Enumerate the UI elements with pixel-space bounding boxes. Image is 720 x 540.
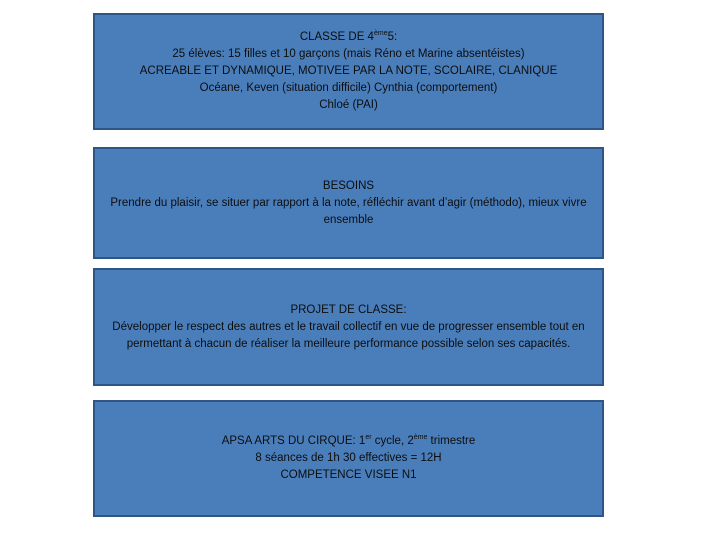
class-project-text: Développer le respect des autres et le travail collectif en vue de progresser ensemble tout en permettant à chacun de réaliser la meilleure performance possible selon ses capacités. [112, 320, 585, 350]
class-students-notes-line: Océane, Keven (situation difficile) Cynthia (comportement) [199, 82, 498, 94]
needs-text: Prendre du plaisir, se situer par rapport à la note, réfléchir avant d’agir (méthodo), mieux vivre ensemble [110, 196, 587, 226]
class-project-title: PROJET DE CLASSE: [290, 303, 407, 316]
apsa-title-sup-1: er [365, 434, 372, 442]
class-pai-line: Chloé (PAI) [319, 99, 378, 111]
class-title-prefix: CLASSE DE 4 [299, 31, 374, 43]
apsa-box [93, 400, 604, 517]
class-students-line: 25 élèves: 15 filles et 10 garçons (mais Réno et Marine absentéistes) [172, 48, 525, 60]
needs-box [93, 147, 604, 259]
class-project-box [93, 268, 604, 386]
needs-title: BESOINS [322, 179, 375, 192]
apsa-competence-line: COMPETENCE VISEE N1 [280, 469, 417, 481]
class-title-superscript: ème [373, 30, 388, 38]
apsa-sessions-line: 8 séances de 1h 30 effectives = 12H [255, 452, 442, 464]
class-title [300, 29, 397, 46]
class-description-box [93, 13, 604, 130]
apsa-title-line [222, 433, 476, 450]
apsa-title-part-b: cycle, 2 [371, 435, 414, 447]
class-traits-line: ACREABLE ET DYNAMIQUE, MOTIVEE PAR LA NOTE, SCOLAIRE, CLANIQUE [139, 65, 558, 77]
apsa-title-part-c: trimestre [427, 435, 476, 447]
apsa-title-part-a: APSA ARTS DU CIRQUE: 1 [221, 435, 366, 447]
apsa-title-sup-2: ème [413, 434, 428, 442]
class-title-suffix: 5: [387, 31, 398, 43]
